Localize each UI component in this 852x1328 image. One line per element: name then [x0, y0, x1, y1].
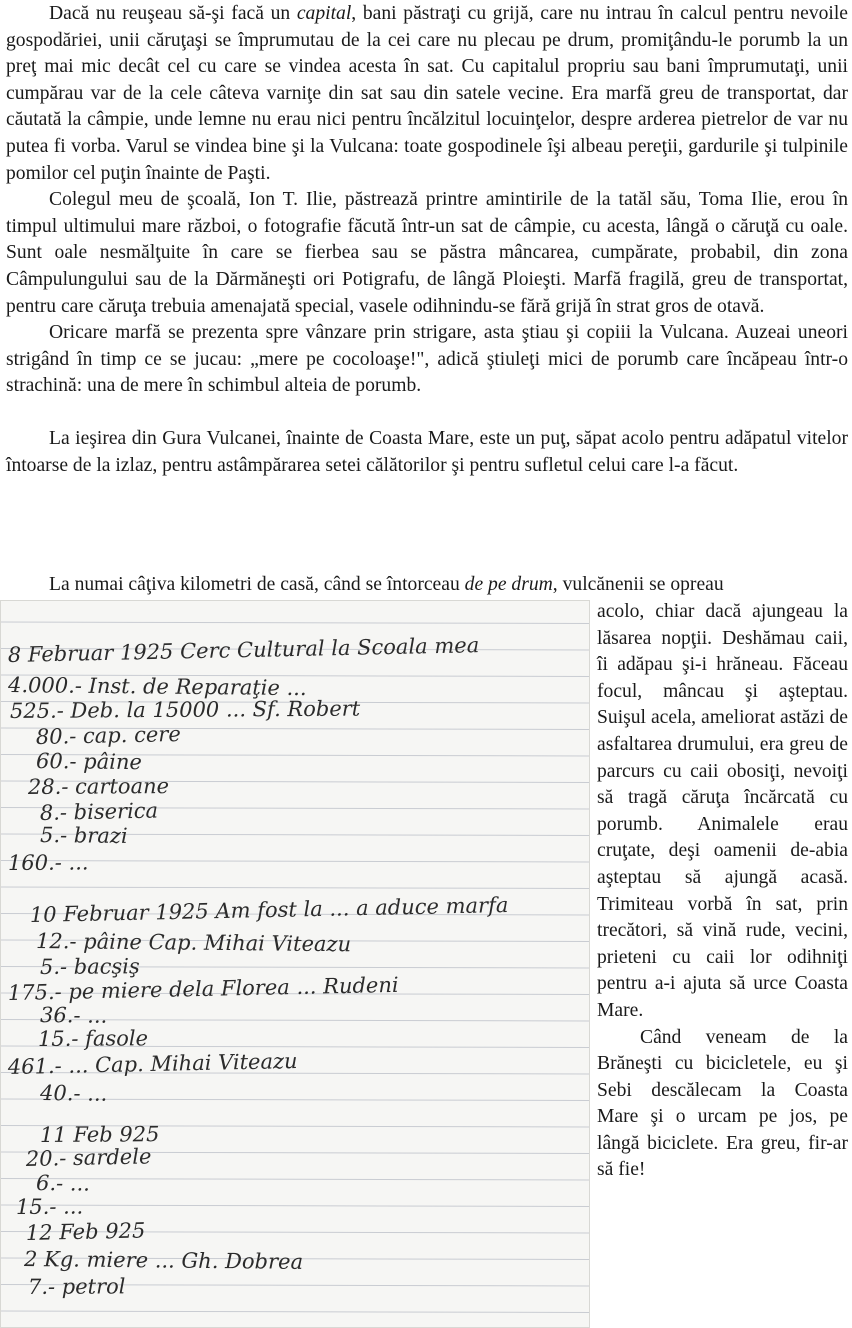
paragraph-4: La ieşirea din Gura Vulcanei, înainte de Coasta Mare, este un puţ, săpat acolo pentru adăpatul vitelor întoarse de la izlaz, pentru astâmpărarea setei călătorilor şi pentru sufletul celui care l-a făcut.: [6, 427, 848, 476]
ledger-line: 15.- ...: [15, 1194, 84, 1219]
ledger-line: 20.- sardele: [25, 1144, 152, 1171]
emphasis-capital: capital: [296, 3, 352, 24]
ledger-line: 7.- petrol: [27, 1274, 126, 1299]
ledger-line: 461.- ... Cap. Mihai Viteazu: [7, 1048, 298, 1079]
ledger-line: 80.- cap. cere: [35, 721, 181, 749]
ledger-line: 525.- Deb. la 15000 ... Sf. Robert: [9, 696, 361, 723]
ledger-line: 28.- cartoane: [27, 774, 170, 799]
ledger-line: 175.- pe miere dela Florea ... Rudeni: [7, 972, 399, 1005]
ledger-line: 60.- pâine: [35, 749, 143, 775]
ledger-line: 5.- bacşiş: [39, 954, 140, 979]
ledger-line: 8 Februar 1925 Cerc Cultural la Scoala mea: [7, 633, 480, 667]
main-text-block: [6, 1, 848, 479]
ledger-line: 11 Feb 925: [39, 1122, 160, 1147]
ledger-line: 15.- fasole: [37, 1026, 149, 1051]
emphasis-de-pe-drum: de pe drum: [464, 574, 553, 595]
ledger-line: 160.- ...: [7, 850, 89, 875]
paragraph-3: Oricare marfă se prezenta spre vânzare prin strigare, asta ştiau şi copiii la Vulcana. Auzeai uneori strigând în timp ce se jucau: „mere pe cocoloaşe!", adică ştiuleţi mici de porumb care încăpeau într-o strachină: una de mere în schimbul alteia de porumb.: [6, 322, 848, 397]
ledger-line: 12 Feb 925: [25, 1218, 146, 1245]
paragraph-6: Când veneam de la Brăneşti cu bicicletele, eu şi Sebi descălecam la Coasta Mare şi o urcam pe jos, pe lângă biciclete. Era greu, fir-ar să fie!: [597, 1026, 848, 1181]
paragraph-2: Colegul meu de şcoală, Ion T. Ilie, păstrează printre amintirile de la tatăl său, Toma Ilie, erou în timpul ultimului mare război, o fotografie făcută într-un sat de câmpie, cu acesta, lângă o căruţă cu oale. Sunt oale nesmălţuite în care se fierbea sau se păstra mâncarea, cumpărate, probabil, din zona Câmpulungului sau de la Dărmăneşti ori Potigrafu, de lângă Ploieşti. Marfă fragilă, greu de transportat, pentru care căruţa trebuia amenajată special, vasele odihnindu-se fără grijă în strat gros de otavă.: [6, 189, 848, 317]
side-text-column: [597, 599, 848, 1184]
ledger-image: [0, 600, 590, 1328]
ledger-line: 4.000.- Inst. de Reparaţie ...: [7, 673, 307, 701]
paragraph-gap: [6, 400, 848, 426]
ledger-line: 40.- ...: [39, 1081, 108, 1106]
paragraph-5-intro: La numai câţiva kilometri de casă, când se întorceau de pe drum, vulcănenii se opreau: [49, 574, 724, 595]
ledger-line: 12.- pâine Cap. Mihai Viteazu: [35, 929, 352, 957]
ledger-line: 6.- ...: [35, 1171, 91, 1196]
paragraph-5-continued: acolo, chiar dacă ajungeau la lăsarea nopţii. Deshămau caii, îi adăpau şi-i hrăneau. Făceau focul, mâncau şi aşteptau. Suişul acela, ameliorat astăzi de asfaltarea drumului, era greu de parcurs cu caii obosiţi, nevoiţi să tragă căruţa încărcată cu porumb. Animalele erau cruţate, deşi oamenii de-abia aşteptau să ajungă acasă. Trimiteau vorbă în sat, prin trecători, să vină rude, vecini, prieteni cu caii lor odihniţi pentru a-i ajuta să urce Coasta Mare.: [597, 601, 848, 1021]
ledger-line: 8.- biserica: [39, 798, 159, 825]
ledger-line: 5.- brazi: [39, 823, 128, 848]
paragraph-1: Dacă nu reuşeau să-şi facă un capital, bani păstraţi cu grijă, care nu intrau în calcul pentru nevoile gospodăriei, unii căruţaşi se împrumutau de la cei care nu plecau pe drum, promiţându-le porumb la un preţ mai mic decât cel cu care se vindea acesta în sat. Cu capitalul propriu sau bani împrumutaţi, unii cumpărau var de la cele câteva varniţe din sat sau din satele vecine. Era marfă greu de transportat, dar căutată la câmpie, unde lemne nu erau nici pentru încălzitul locuinţelor, despre arderea pietrelor de var nu putea fi vorba. Varul se vindea bine şi la Vulcana: toate gospodinele îşi albeau pereţii, gardurile şi tulpinile pomilor cel puţin înainte de Paşti.: [6, 3, 848, 184]
handwritten-ledger-photo: [0, 600, 590, 1328]
ledger-line: 10 Februar 1925 Am fost la ... a aduce marfa: [29, 892, 509, 927]
ledger-line: 2 Kg. miere ... Gh. Dobrea: [23, 1247, 304, 1274]
ledger-line: 36.- ...: [39, 1003, 108, 1028]
